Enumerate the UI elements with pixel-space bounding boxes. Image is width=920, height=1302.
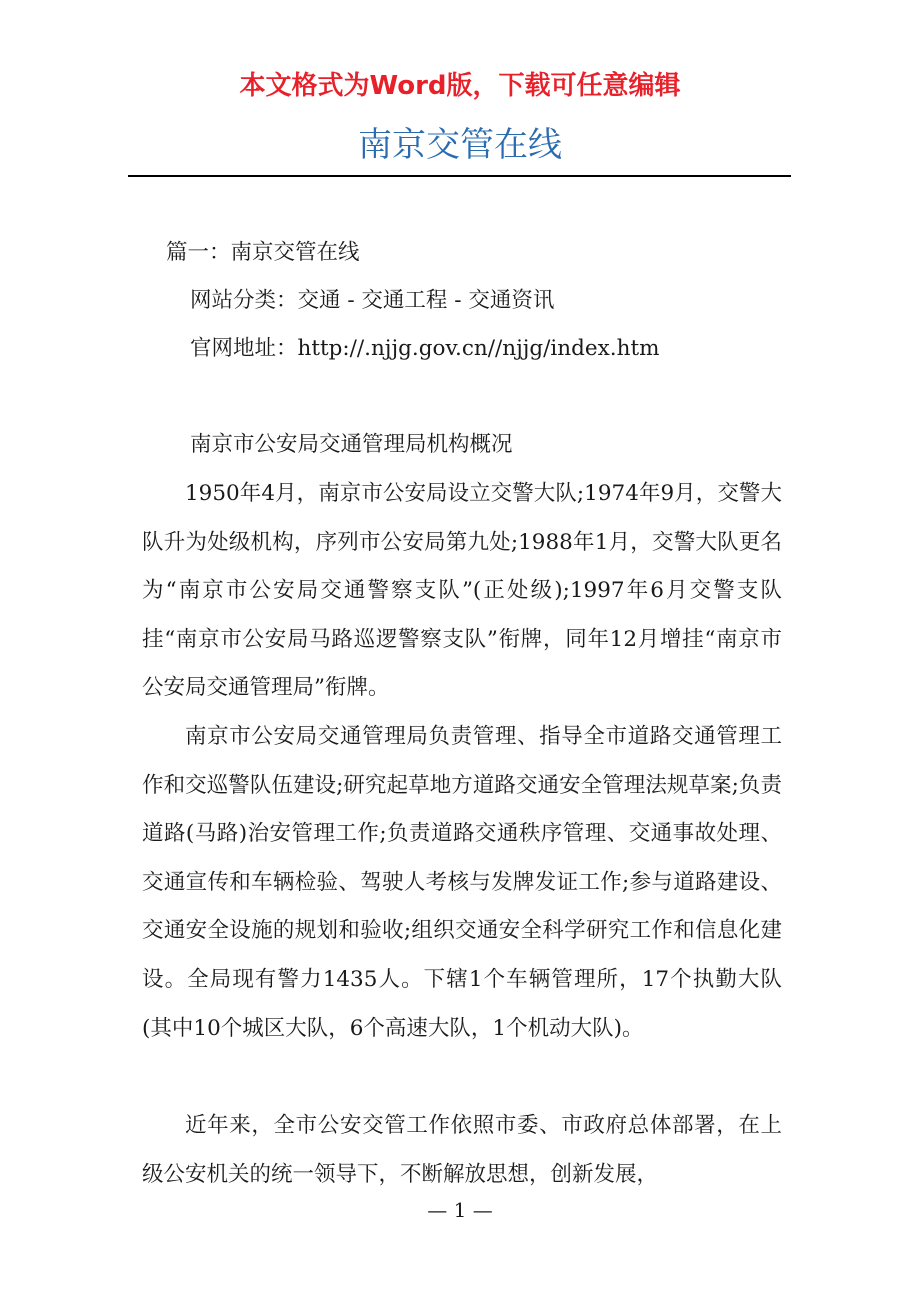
paragraph-recent-years: 近年来，全市公安交管工作依照市委、市政府总体部署，在上级公安机关的统一领导下，不断解放思想，创新发展，: [142, 1113, 782, 1187]
website-category: 网站分类：交通 - 交通工程 - 交通资讯: [190, 288, 555, 313]
title-divider: [128, 175, 791, 177]
paragraph-history: 1950年4月，南京市公安局设立交警大队;1974年9月，交警大队升为处级机构，序列市公安局第九处;1988年1月，交警大队更名为“南京市公安局交通警察支队”(正处级);1997年6月交警支队挂“南京市公安局马路巡逻警察支队”衔牌，同年12月增挂“南京市公安局交通管理局”衔牌。: [142, 481, 782, 701]
download-notice: 本文格式为Word版，下载可任意编辑: [239, 71, 681, 101]
chapter-heading: 篇一：南京交管在线: [166, 240, 360, 265]
page-number: — 1 —: [427, 1198, 493, 1222]
document-title: 南京交管在线: [358, 125, 562, 165]
section-heading: 南京市公安局交通管理局机构概况: [190, 432, 513, 457]
website-address: 官网地址：http://.njjg.gov.cn//njjg/index.htm: [190, 336, 660, 361]
paragraph-responsibilities: 南京市公安局交通管理局负责管理、指导全市道路交通管理工作和交巡警队伍建设;研究起草地方道路交通安全管理法规草案;负责道路(马路)治安管理工作;负责道路交通秩序管理、交通事故处理、交通宣传和车辆检验、驾驶人考核与发牌发证工作;参与道路建设、交通安全设施的规划和验收;组织交通安全科学研究工作和信息化建设。全局现有警力1435人。下辖1个车辆管理所，17个执勤大队(其中10个城区大队，6个高速大队，1个机动大队)。: [142, 724, 782, 1041]
